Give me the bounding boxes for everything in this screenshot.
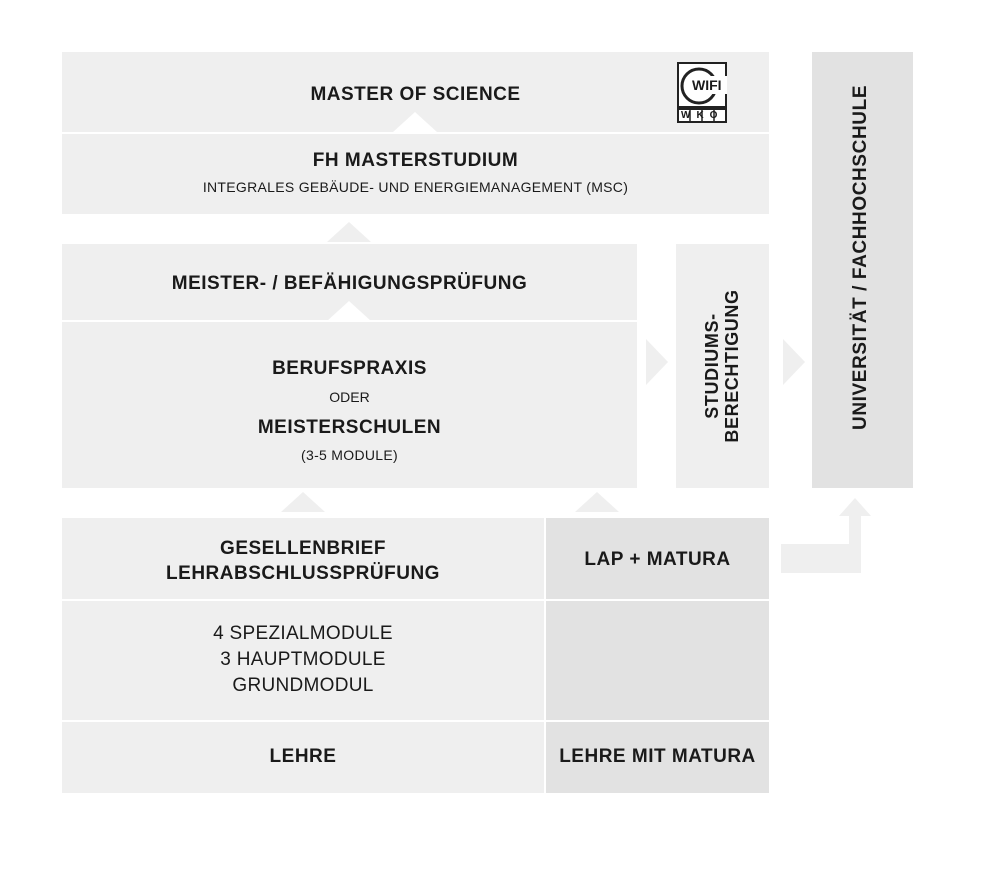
arrow-up-meister-icon xyxy=(327,301,371,321)
module-count-label: (3-5 MODULE) xyxy=(301,447,398,463)
arrow-up-berufspraxis-icon xyxy=(281,492,325,512)
lehre-box xyxy=(62,722,544,793)
berufspraxis-box xyxy=(62,322,637,488)
studiumsberechtigung-label xyxy=(702,246,742,486)
fh-masterstudium-title: FH MASTERSTUDIUM xyxy=(312,150,519,171)
wifi-wko-logo xyxy=(677,62,727,124)
universitaet-box xyxy=(812,52,913,488)
master-of-science-label: MASTER OF SCIENCE xyxy=(310,84,521,105)
lehrabschlusspruefung-label: LEHRABSCHLUSSPRÜFUNG xyxy=(166,563,440,584)
berufspraxis-label: BERUFSPRAXIS xyxy=(272,358,427,379)
grundmodul-label: GRUNDMODUL xyxy=(232,675,374,696)
lehre-mit-matura-label: LEHRE MIT MATURA xyxy=(559,746,756,767)
fh-masterstudium-subtitle: INTEGRALES GEBÄUDE- UND ENERGIEMANAGEMENT (MSC) xyxy=(202,179,629,195)
studium-line2: BERECHTIGUNG xyxy=(722,289,742,443)
arrow-up-studium-icon xyxy=(575,492,619,512)
fh-masterstudium-box xyxy=(62,134,769,214)
hauptmodule-label: 3 HAUPTMODULE xyxy=(220,649,386,670)
gesellenbrief-label: GESELLENBRIEF xyxy=(220,538,386,559)
oder-label: ODER xyxy=(329,389,370,405)
meister-title: MEISTER- / BEFÄHIGUNGSPRÜFUNG xyxy=(171,273,528,294)
arrow-right-studium-icon xyxy=(646,339,668,385)
gesellenbrief-box xyxy=(62,518,544,599)
arrow-up-fh-icon xyxy=(327,222,371,242)
modules-matura-box xyxy=(546,601,769,720)
modules-box xyxy=(62,601,544,720)
lap-matura-box xyxy=(546,518,769,599)
studium-line1: STUDIUMS- xyxy=(702,313,722,419)
spezialmodule-label: 4 SPEZIALMODULE xyxy=(213,623,393,644)
lehre-mit-matura-box xyxy=(546,722,769,793)
lap-matura-label: LAP + MATURA xyxy=(584,549,731,570)
arrow-up-master-icon xyxy=(393,112,437,132)
universitaet-label: UNIVERSITÄT / FACHHOCHSCHULE xyxy=(850,84,871,430)
wifi-logo-text: WIFI xyxy=(692,77,722,93)
lehre-label: LEHRE xyxy=(269,746,337,767)
meisterschulen-label: MEISTERSCHULEN xyxy=(257,417,442,438)
arrow-right-uni-icon xyxy=(783,339,805,385)
studiumsberechtigung-box xyxy=(676,244,769,488)
wko-logo-text: WKO xyxy=(681,110,724,121)
l-arrow-up-icon xyxy=(781,498,887,573)
